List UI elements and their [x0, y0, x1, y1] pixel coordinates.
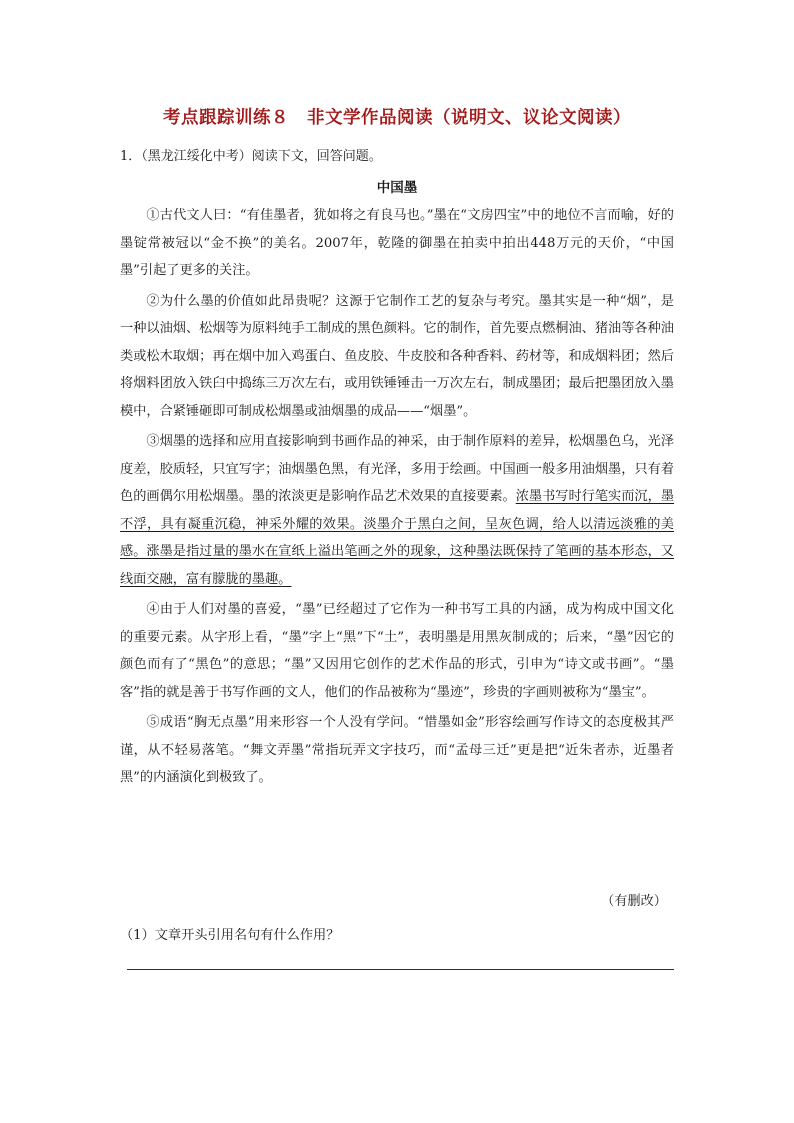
paragraph-5: ⑤成语“胸无点墨”用来形容一个人没有学问。“惜墨如金”形容绘画写作诗文的态度极其严谨，从不轻易落笔。“舞文弄墨”常指玩弄文字技巧，而“孟母三迁”更是把“近朱者赤，近墨者黑”的内涵演化到极致了。 — [120, 715, 674, 785]
answer-line[interactable] — [127, 969, 674, 970]
paragraph-1: ①古代文人曰：“有佳墨者，犹如将之有良马也。”墨在“文房四宝”中的地位不言而喻，好的墨锭常被冠以“金不换”的美名。2007年，乾隆的御墨在拍卖中拍出448万元的天价，“中国墨”引起了更多的关注。 — [120, 208, 674, 278]
worksheet-title: 考点跟踪训练８ 非文学作品阅读（说明文、议论文阅读） — [163, 108, 631, 128]
question-intro: 1．（黑龙江绥化中考）阅读下文，回答问题。 — [120, 149, 382, 164]
paragraph-3 — [120, 428, 674, 593]
source-note: （有删改） — [601, 894, 667, 909]
passage-title: 中国墨 — [376, 180, 418, 196]
paragraph-3-plain: ③烟墨的选择和应用直接影响到书画作品的神采，由于制作原料的差异，松烟墨色乌，光泽度差，胶质轻，只宜写字；油烟墨色黑，有光泽，多用于绘画。中国画一般多用油烟墨，只有着色的画偶尔用松烟墨。墨的浓淡更是影响作品艺术效果的直接要素。 — [120, 434, 674, 504]
paragraph-4: ④由于人们对墨的喜爱，“墨”已经超过了它作为一种书写工具的内涵，成为构成中国文化的重要元素。从字形上看，“墨”字上“黑”下“土”，表明墨是用黑灰制成的；后来，“墨”因它的颜色而有了“黑色”的意思；“墨”又因用它创作的艺术作品的形式，引申为“诗文或书画”。“墨客”指的就是善于书写作画的文人，他们的作品被称为“墨迹”，珍贵的字画则被称为“墨宝”。 — [120, 602, 674, 700]
paragraph-3-underlined: 浓墨书写时行笔实而沉，墨不浮，具有凝重沉稳，神采外耀的效果。淡墨介于黑白之间，呈灰色调，给人以清远淡雅的美感。涨墨是指过量的墨水在宣纸上溢出笔画之外的现象，这种墨法既保持了笔画的基本形态，又线面交融，富有朦胧的墨趣。 — [120, 489, 675, 587]
passage-body — [120, 202, 674, 795]
paragraph-2: ②为什么墨的价值如此昂贵呢？这源于它制作工艺的复杂与考究。墨其实是一种“烟”，是一种以油烟、松烟等为原料纯手工制成的黑色颜料。它的制作，首先要点燃桐油、猪油等各种油类或松木取烟；再在烟中加入鸡蛋白、鱼皮胶、牛皮胶和各种香料、药材等，和成烟料团；然后将烟料团放入铁臼中捣练三万次左右，或用铁锤锤击一万次左右，制成墨团；最后把墨团放入墨模中，合紧锤砸即可制成松烟墨或油烟墨的成品——“烟墨”。 — [120, 293, 674, 419]
subquestion-1: （1）文章开头引用名句有什么作用？ — [120, 928, 340, 943]
